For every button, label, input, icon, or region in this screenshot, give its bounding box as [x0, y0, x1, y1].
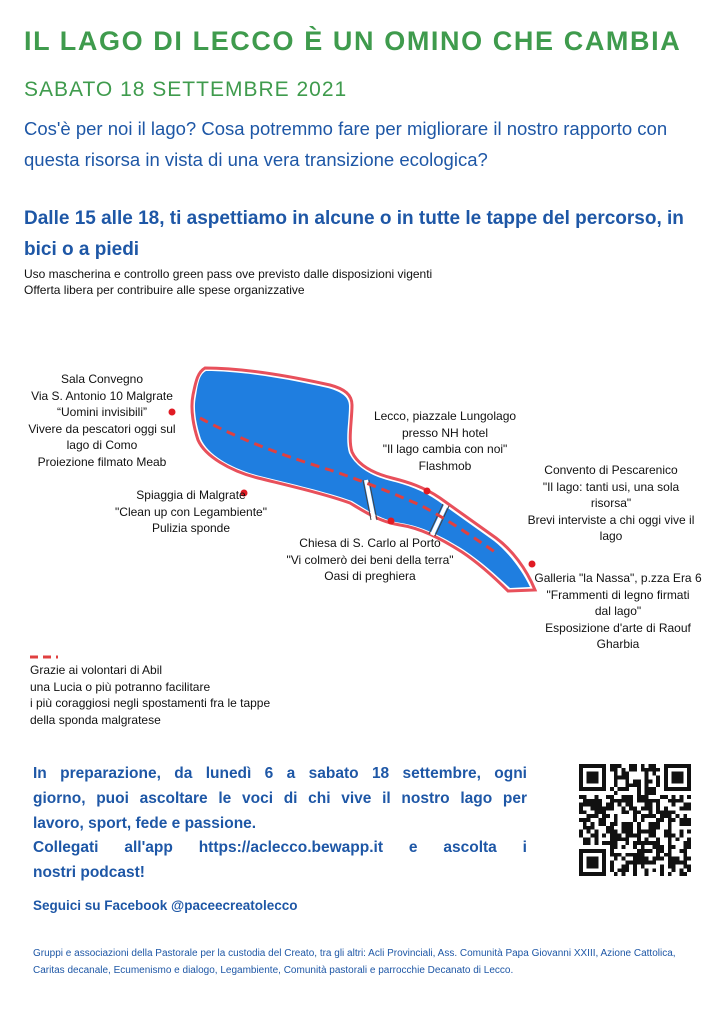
stop-line: "Frammenti di legno firmati: [546, 587, 690, 602]
page-title: IL LAGO DI LECCO È UN OMINO CHE CAMBIA: [24, 26, 682, 56]
stop-line: Flashmob: [418, 458, 472, 473]
preparation-line[interactable]: Collegati all'app https://aclecco.bewapp.it e ascolta i: [33, 839, 527, 857]
stop-san-carlo: [270, 535, 470, 585]
stop-line: "Il lago: tanti usi, una sola: [542, 479, 680, 494]
stop-line: Oasi di preghiera: [324, 569, 416, 583]
volunteers-line: Grazie ai volontari di Abil: [30, 663, 163, 677]
preparation-text: [33, 762, 527, 886]
facebook-link[interactable]: Seguici su Facebook @paceecreatolecco: [33, 898, 298, 913]
stop-line: Proiezione filmato Meab: [37, 454, 167, 469]
event-date: SABATO 18 SETTEMBRE 2021: [24, 78, 348, 101]
volunteers-note: [30, 662, 270, 728]
stop-line: "Clean up con Legambiente": [115, 504, 267, 519]
stop-line: “Uomini invisibili”: [56, 405, 147, 419]
stop-line: Via S. Antonio 10 Malgrate: [31, 388, 173, 403]
stop-line: Spiaggia di Malgrate: [136, 488, 246, 502]
stop-line: "Il lago cambia con noi": [382, 442, 508, 456]
stop-line: lago di Como: [66, 438, 138, 452]
intro-question: Cos'è per noi il lago? Cosa potremmo fare per migliorare il nostro rapporto con questa risorsa in vista di una vera transizione ecologica?: [24, 118, 668, 170]
stop-line: Convento di Pescarenico: [544, 463, 678, 477]
footer-text: Gruppi e associazioni della Pastorale per la custodia del Creato, tra gli altri: Acli Provinciali, Ass. Comunità Papa Giovanni XXIII, Azione Cattolica, Caritas decanale, Ecumenismo e dialogo, Legambiente, Comunità pastorali e parrocchie Decanato di Lecco.: [33, 948, 676, 976]
volunteers-line: una Lucia o più potranno facilitare: [30, 679, 211, 694]
volunteers-line: i più coraggiosi negli spostamenti fra le tappe: [30, 696, 271, 710]
stop-spiaggia-malgrate: [96, 487, 286, 537]
note-line: Offerta libera per contribuire alle spese organizzative: [24, 283, 305, 297]
stop-line: Brevi interviste a chi oggi vive il: [527, 512, 695, 527]
stop-line: "Vi colmerò dei beni della terra": [286, 552, 454, 567]
preparation-line: giorno, puoi ascoltare le voci di chi vive il nostro lago per: [33, 789, 527, 807]
stop-marker: [424, 488, 431, 495]
stop-line: Vivere da pescatori oggi sul: [28, 421, 176, 436]
volunteers-line: della sponda malgratese: [30, 712, 161, 727]
stop-marker: [388, 518, 395, 525]
preparation-line: lavoro, sport, fede e passione.: [33, 814, 257, 832]
preparation-line: In preparazione, da lunedì 6 a sabato 18 settembre, ogni: [33, 765, 527, 782]
stop-line: Sala Convegno: [60, 372, 144, 386]
stop-line: Gharbia: [596, 637, 640, 651]
stop-line: lago: [599, 529, 623, 543]
stop-line: Galleria "la Nassa", p.zza Era 6: [534, 571, 702, 585]
invite-text: Dalle 15 alle 18, ti aspettiamo in alcune o in tutte le tappe del percorso, in bici o a piedi: [24, 208, 684, 260]
stop-sala-convegno: [14, 371, 190, 470]
note-line: Uso mascherina e controllo green pass ove previsto dalle disposizioni vigenti: [24, 267, 433, 281]
stop-line: Pulizia sponde: [151, 521, 231, 535]
stop-line: presso NH hotel: [401, 425, 489, 440]
stop-line: Chiesa di S. Carlo al Porto: [299, 536, 441, 550]
stop-marker: [529, 561, 536, 568]
stop-line: Lecco, piazzale Lungolago: [373, 409, 517, 423]
preparation-line: nostri podcast!: [33, 864, 145, 882]
stop-lungolago: [360, 408, 530, 474]
stop-line: dal lago": [594, 604, 642, 618]
stop-pescarenico: [506, 462, 716, 545]
stop-line: Esposizione d'arte di Raouf: [545, 620, 691, 635]
qr-code-icon[interactable]: [579, 764, 691, 876]
stop-galleria-nassa: [520, 570, 716, 653]
stop-line: risorsa": [590, 496, 632, 510]
